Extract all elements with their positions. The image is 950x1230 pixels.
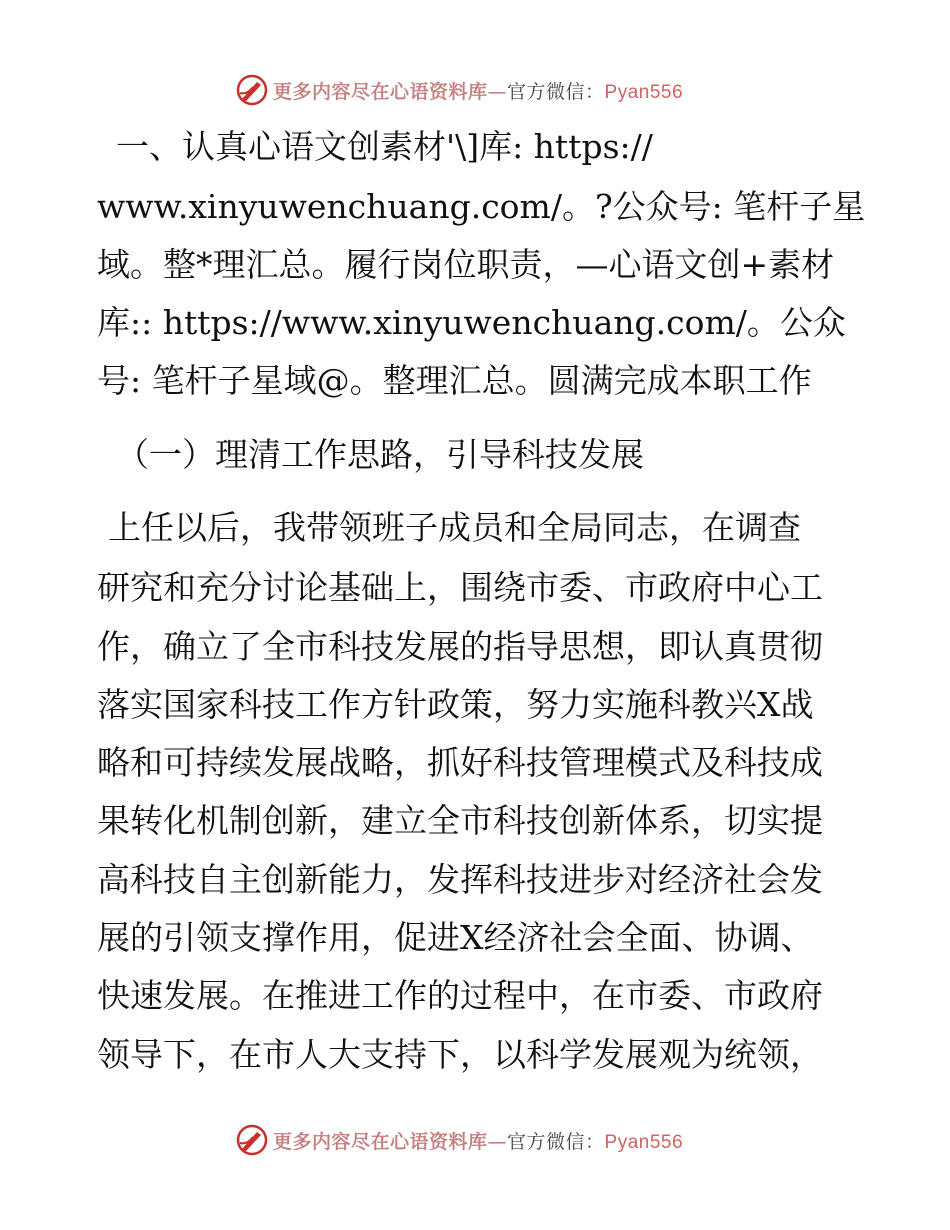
section-title-line: 库:: https://www.xinyuwenchuang.com/。公众 [97,303,846,342]
pen-logo-icon [235,73,269,107]
body-line: 快速发展。在推进工作的过程中，在市委、市政府 [97,976,823,1015]
banner-site-text: 更多内容尽在心语资料库 [273,80,488,103]
pen-logo-icon [235,1123,269,1157]
section-title-line: 号: 笔杆子星域@。整理汇总。圆满完成本职工作 [97,361,812,400]
banner-site-text: 更多内容尽在心语资料库 [273,1130,488,1153]
header-banner [235,70,683,110]
body-line: 果转化机制创新，建立全市科技创新体系，切实提 [97,801,823,840]
subheading: （一）理清工作思路，引导科技发展 [116,435,644,474]
section-title-line: 域。整*理汇总。履行岗位职责，—心语文创+素材 [97,245,835,284]
banner-dash: — [487,80,508,103]
section-title-line: www.xinyuwenchuang.com/。?公众号: 笔杆子星 [97,187,866,226]
body-line: 落实国家科技工作方针政策，努力实施科教兴X战 [97,685,814,724]
body-line: 作，确立了全市科技发展的指导思想，即认真贯彻 [97,627,823,666]
body-line: 研究和充分讨论基础上，围绕市委、市政府中心工 [97,568,823,607]
section-title-line: 一、认真心语文创素材'\]库: https:// [116,127,653,166]
banner-dash: — [487,1130,508,1153]
body-line: 高科技自主创新能力，发挥科技进步对经济社会发 [97,860,823,899]
banner-official-label: 官方微信： [507,1130,605,1153]
body-line: 领导下，在市人大支持下，以科学发展观为统领， [97,1035,823,1074]
footer-banner [235,1120,683,1160]
body-line: 略和可持续发展战略，抓好科技管理模式及科技成 [97,743,823,782]
banner-wechat-id: Pyan556 [604,81,684,103]
banner-official-label: 官方微信： [507,80,605,103]
body-line: 展的引领支撑作用，促进X经济社会全面、协调、 [97,918,814,957]
body-line: 上任以后，我带领班子成员和全局同志，在调查 [108,508,801,547]
banner-wechat-id: Pyan556 [604,1131,684,1153]
